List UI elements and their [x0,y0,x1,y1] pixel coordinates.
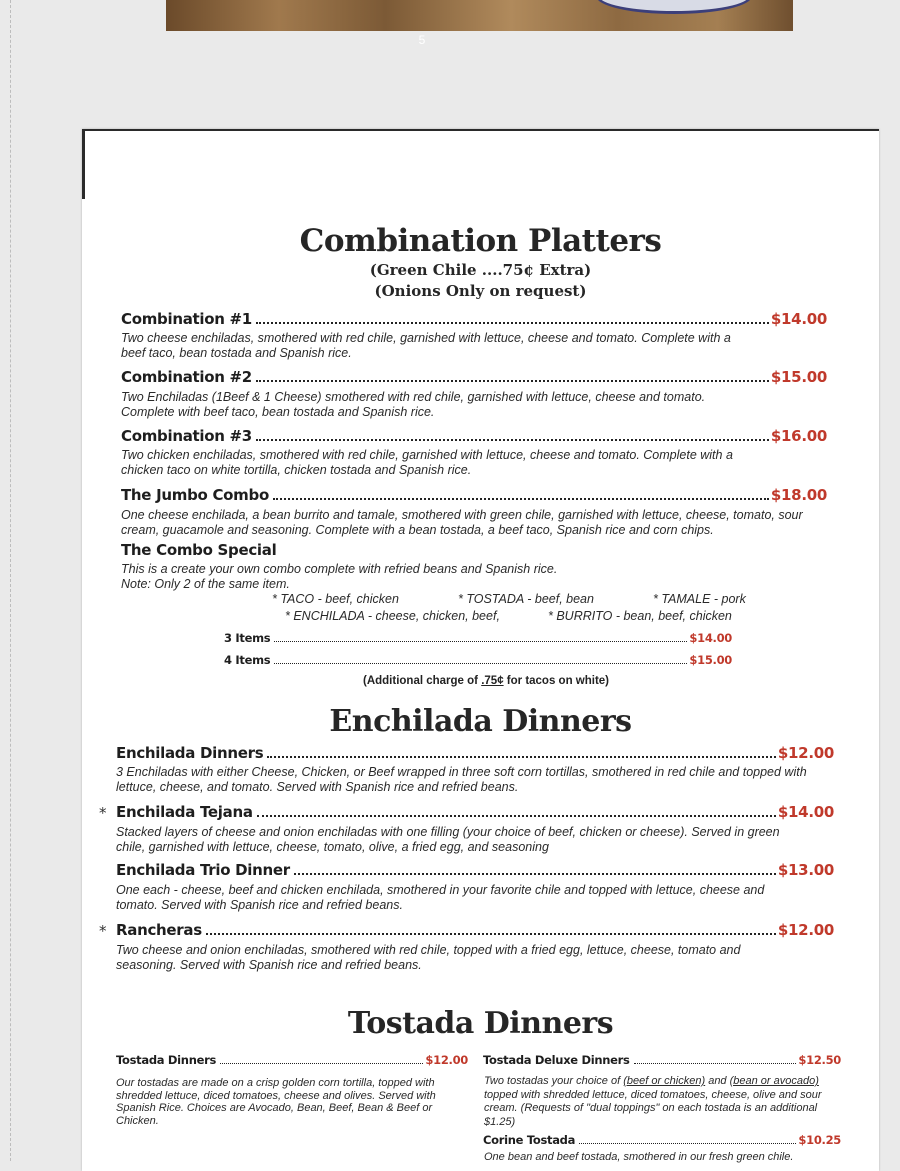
desc-text: Two tostadas your choice of [484,1075,624,1087]
leader-dots [579,1143,796,1144]
item-name: The Combo Special [121,541,277,559]
option-tamale: * TAMALE - pork [653,592,746,606]
desc-underlined-choice: (bean or avocado) [729,1075,819,1087]
jumbo-combo-description: One cheese enchilada, a bean burrito and tamale, smothered with green chile, garnished with lettuce, cheese, tomato, sour cream, guacamole and seasoning. Complete with a bean tostada, a beef taco, Spanish rice and corn chips. [121,508,803,537]
combo-special-description-2: Note: Only 2 of the same item. [121,577,290,591]
page-binding-mark [82,131,85,199]
tostada-title: Tostada Dinners [347,1006,614,1041]
item-price: $12.00 [777,744,834,762]
tostada-deluxe-row [483,1053,841,1067]
enchilada-dinners-row [116,744,834,762]
desc-text: topped with shredded lettuce, diced tomatoes, cheese, olive and sour cream. (Requests of "dual toppings" on each tostada is an additional $1.25) [484,1088,822,1128]
option-enchilada: * ENCHILADA - cheese, chicken, beef, [285,609,500,623]
enchilada-tejana-row [116,803,834,821]
leader-dots [256,380,769,382]
previous-page-photo [166,0,793,31]
item-name: Rancheras [116,921,202,939]
house-specialty-star: * [99,922,107,940]
item-name: Enchilada Trio Dinner [116,861,290,879]
desc-text: and [705,1075,730,1087]
leader-dots [294,873,776,875]
item-price: $16.00 [770,427,827,445]
leader-dots [634,1063,797,1064]
leader-dots [267,756,776,758]
combo-special-description-1: This is a create your own combo complete with refried beans and Spanish rice. [121,562,558,576]
item-name: Combination #2 [121,368,252,386]
leader-dots [256,322,769,324]
item-name: Combination #1 [121,310,252,328]
combination-subtitle-onions: (Onions Only on request) [374,282,587,300]
combo-special-row [121,541,276,559]
option-burrito: * BURRITO - bean, beef, chicken [548,609,732,623]
item-price: $14.00 [777,803,834,821]
tostada-deluxe-description [484,1075,834,1129]
item-price: $10.25 [798,1133,841,1147]
enchilada-title: Enchilada Dinners [329,704,632,739]
leader-dots [220,1063,423,1064]
combination-1-description: Two cheese enchiladas, smothered with red chile, garnished with lettuce, cheese and tomato. Complete with a beef taco, bean tostada and Spanish rice. [121,331,731,360]
tostada-dinners-description: Our tostadas are made on a crisp golden corn tortilla, topped with shredded lettuce, diced tomatoes, cheese and olives. Served with Spanish Rice. Choices are Avocado, Bean, Beef, Bean & Beef or Chicken. [116,1077,436,1127]
combination-subtitle-green-chile: (Green Chile ....75¢ Extra) [369,261,592,279]
combination-3-description: Two chicken enchiladas, smothered with red chile, garnished with lettuce, cheese and tomato. Complete with a chicken taco on white tortilla, chicken tostada and Spanish rice. [121,448,733,477]
combination-title: Combination Platters [299,223,662,259]
combination-2-row [121,368,827,386]
tostada-dinners-row [116,1053,468,1067]
plate-graphic [596,0,752,14]
item-price: $12.00 [777,921,834,939]
note-text-post: for tacos on white) [503,675,610,687]
house-specialty-star: * [99,804,107,822]
viewer-left-edge [10,0,11,1161]
leader-dots [273,498,769,500]
combination-1-row [121,310,827,328]
menu-page [82,129,879,1171]
item-name: Tostada Dinners [116,1053,216,1067]
leader-dots [257,815,776,817]
rancheras-description: Two cheese and onion enchiladas, smothered with red chile, topped with a fried egg, lettuce, cheese, tomato and seasoning. Served with Spanish rice and refried beans. [116,943,741,972]
item-name: Tostada Deluxe Dinners [483,1053,630,1067]
item-name: The Jumbo Combo [121,486,269,504]
item-name: Corine Tostada [483,1133,576,1147]
combination-3-row [121,427,827,445]
enchilada-trio-row [116,861,834,879]
leader-dots [256,439,769,441]
white-taco-note [363,675,609,687]
leader-dots [274,663,687,664]
option-taco: * TACO - beef, chicken [272,592,399,606]
tier-name: 4 Items [224,653,271,667]
item-name: Enchilada Tejana [116,803,253,821]
tier-price: $14.00 [689,631,732,645]
note-text-pre: (Additional charge of [363,675,482,687]
tier-4-items-row [224,653,732,667]
enchilada-tejana-description: Stacked layers of cheese and onion enchiladas with one filling (your choice of beef, chicken or cheese). Served in green chile, garnished with lettuce, cheese, tomato, olive, a fried egg, and seasoning [116,825,780,854]
corine-tostada-row [483,1133,841,1147]
note-amount: .75¢ [481,675,504,687]
item-price: $13.00 [777,861,834,879]
leader-dots [206,933,776,935]
leader-dots [274,641,687,642]
item-price: $14.00 [770,310,827,328]
item-price: $15.00 [770,368,827,386]
option-tostada: * TOSTADA - beef, bean [458,592,594,606]
combination-2-description: Two Enchiladas (1Beef & 1 Cheese) smothered with red chile, garnished with lettuce, cheese and tomato. Complete with beef taco, bean tostada and Spanish rice. [121,390,706,419]
enchilada-dinners-description: 3 Enchiladas with either Cheese, Chicken, or Beef wrapped in three soft corn tortillas, smothered in red chile and topped with lettuce, cheese, and tomato. Served with Spanish rice and refried beans. [116,765,807,794]
item-name: Combination #3 [121,427,252,445]
rancheras-row [116,921,834,939]
item-price: $12.50 [798,1053,841,1067]
tier-name: 3 Items [224,631,271,645]
jumbo-combo-row [121,486,827,504]
item-price: $18.00 [770,486,827,504]
item-price: $12.00 [425,1053,468,1067]
desc-underlined-choice: (beef or chicken) [623,1075,706,1087]
page-number: 5 [418,33,426,47]
enchilada-trio-description: One each - cheese, beef and chicken enchilada, smothered in your favorite chile and topped with lettuce, cheese and tomato. Served with Spanish rice and refried beans. [116,883,765,912]
item-name: Enchilada Dinners [116,744,264,762]
corine-tostada-description: One bean and beef tostada, smothered in our fresh green chile. [484,1151,794,1163]
tier-3-items-row [224,631,732,645]
tier-price: $15.00 [689,653,732,667]
